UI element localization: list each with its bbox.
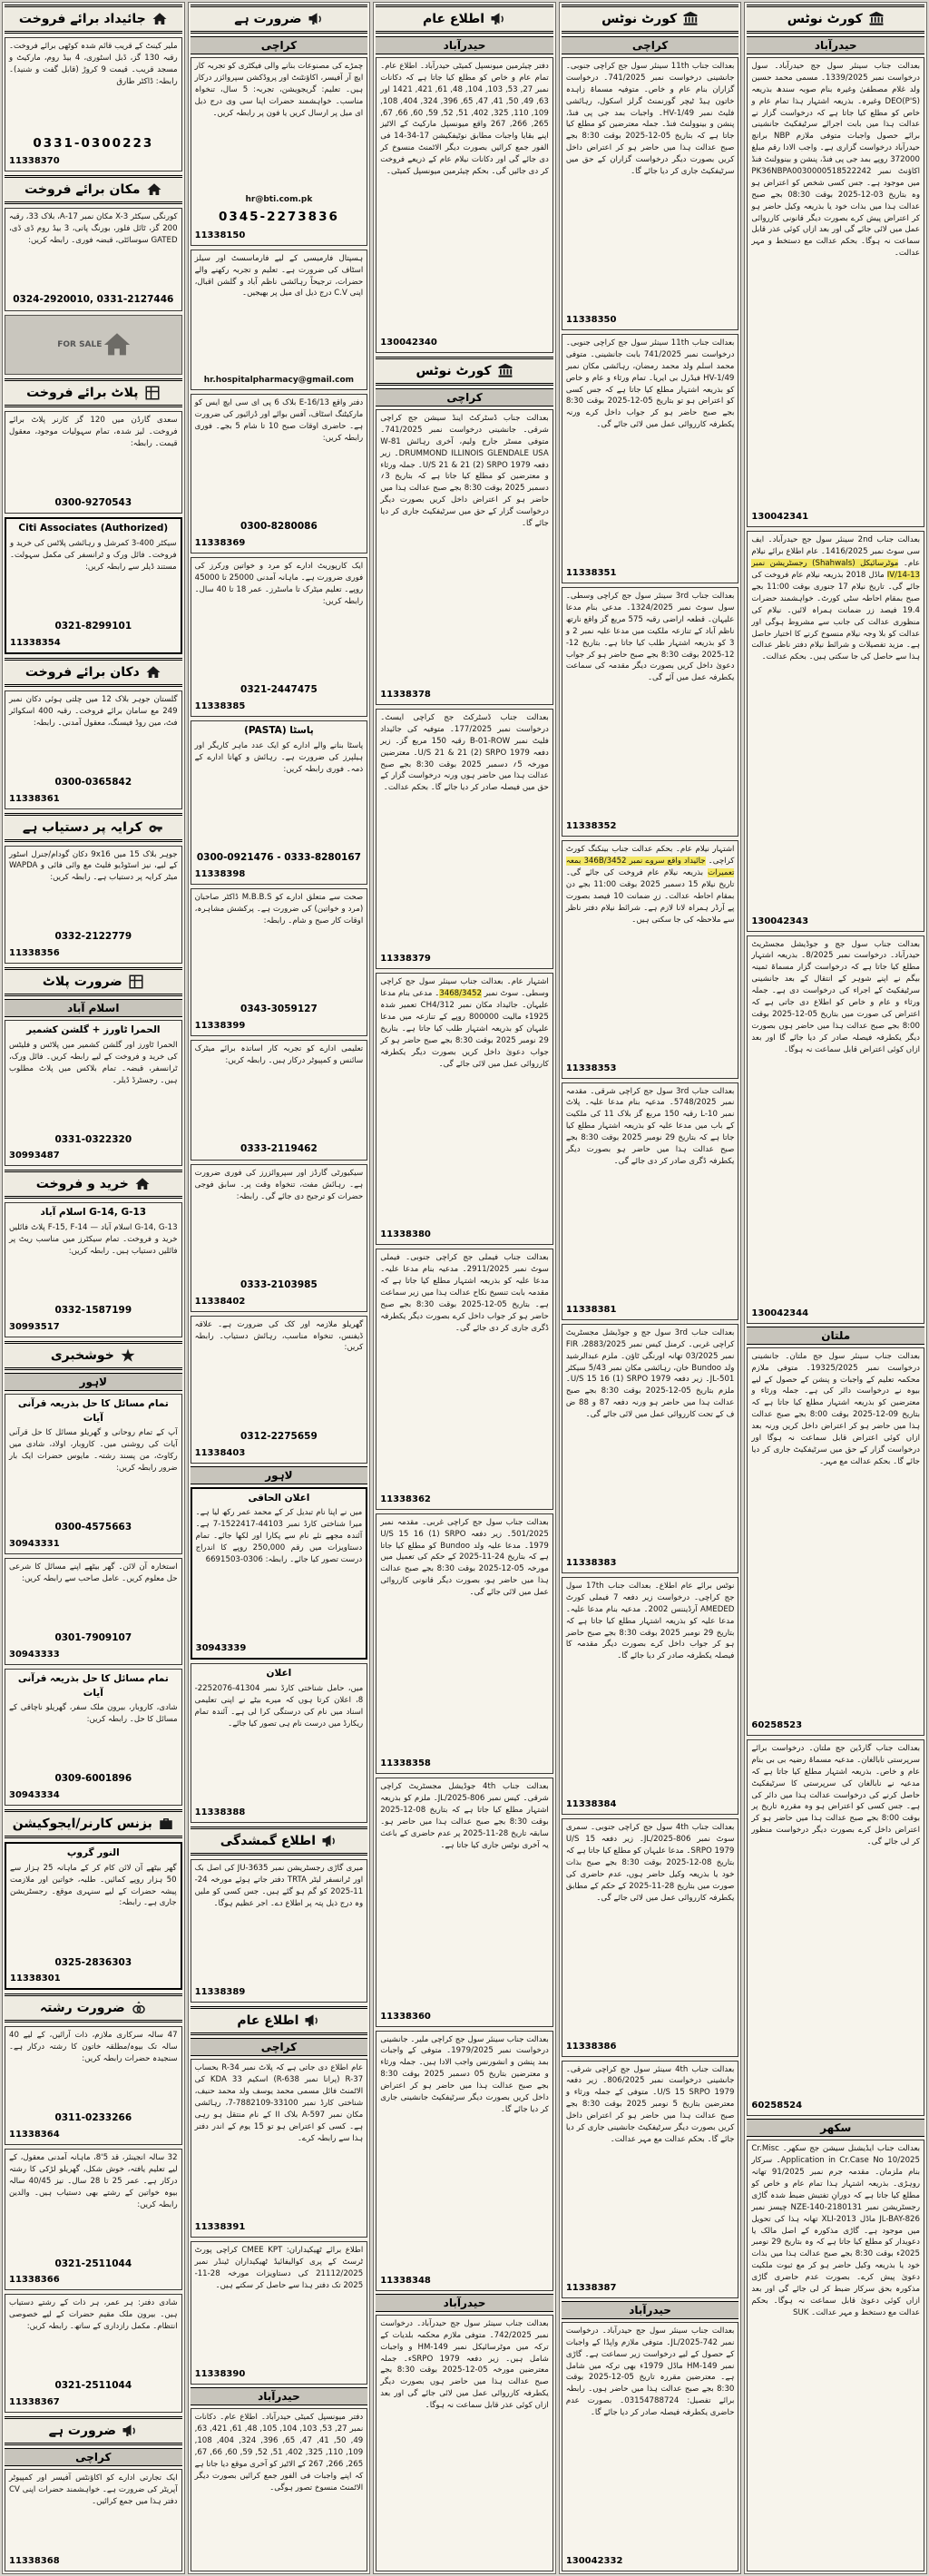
section-title: اطلاع گمشدگی	[220, 1834, 317, 1849]
plot-icon	[144, 385, 161, 401]
classified-ad	[562, 2061, 739, 2298]
classified-ad	[5, 1202, 182, 1337]
ad-body-text: بعدالت جناب سول جج کراچی غربی۔ مقدمہ نمبر 501/2025۔ زیر دفعہ U/S 15 16 (1) SRPO 1979۔ مدعا علیہ ولد Bundoo کو مطلع کیا جاتا ہے کہ بتاریخ 24-11-2025 کے حکم کی تعمیل میں مورخہ 05-12-2025 بوقت 8:30 بجے صبح عدالت ہذا میں حاضر ہو، بصورت دیگر قانونی کارروائی عمل میں لائی جائے گی۔	[380, 1517, 549, 1598]
classified-ad	[191, 1487, 368, 1660]
classified-ad	[191, 888, 368, 1036]
classified-ad	[747, 2140, 924, 2571]
ad-id-number: 11338402	[194, 1296, 246, 1307]
key-icon	[148, 819, 164, 836]
ad-title: الحمرا ٹاورز + گلشن کشمیر	[26, 1024, 161, 1036]
classified-ad	[191, 1164, 368, 1312]
ad-id-number: 11338366	[9, 2275, 60, 2286]
rings-icon	[131, 2000, 147, 2016]
phone-number: 0325-2836303	[54, 1956, 132, 1968]
ad-body-text: الحمرا ٹاورز اور گلشن کشمیر میں پلاٹس و فلیٹس کی خرید و فروخت کے لیے رابطہ کریں۔ فائل ورک، ٹرانسفر، قبضہ۔ تمام بلاکس میں پلاٹ مطلوب ہیں۔ رجسٹرڈ ڈیلر۔	[9, 1040, 178, 1085]
ad-body-text: بعدالت جناب 4th جوڈیشل مجسٹریٹ کراچی شرقی۔ کیس نمبر 806-JL/2025۔ ملزم کو بذریعہ اشتہار مطلع کیا جاتا ہے کہ بتاریخ 08-12-2025 بوقت 8:30 بجے صبح عدالت ہذا میں حاضر ہو۔ سابقہ تاریخ 28-11-2025 پر عدم حاضری کے باعث یہ آخری نوٹس جاری کیا جاتا ہے۔	[380, 1782, 549, 1850]
classified-ad	[376, 709, 553, 969]
classified-ad	[562, 1324, 739, 1573]
ad-body-text: ایک کارپوریٹ ادارے کو مرد و خواتین ورکرز کی فوری ضرورت ہے۔ ماہانہ آمدنی 25000 تا 45000 روپے۔ تعلیم میٹرک تا ماسٹرز۔ عمر 18 تا 40 سال۔ رابطہ کریں:	[194, 562, 364, 606]
ad-body-text: بعدالت جناب سینئر سول جج حیدرآباد۔ درخواست نمبر 742/2025۔ متوفی ملازم محکمہ بلدیات کے ترکہ میں موٹرسائیکل نمبر HM-149 و واجبات شامل ہیں۔ زیر دفعہ SRPO 1979ء۔ جملہ معترضین مورخہ 05-12-2025 بوقت 8:30 بجے صبح عدالت ہذا میں حاضر ہوں بصورت دیگر یکطرفہ کارروائی عمل میں لائی جائے گی اور بعد ازاں کوئی عذر قابل سماعت نہ ہوگا۔	[380, 2318, 549, 2411]
column-3	[373, 2, 556, 2574]
highlighted-text: جائیداد واقع سروے نمبر 346B/3452 بمعہ تعمیرات	[565, 857, 735, 878]
ad-body-text: بعدالت جناب 3rd سینئر سول جج کراچی وسطی۔ سول سوٹ نمبر 1324/2025۔ مدعی بنام مدعا علیہان۔ قطعہ اراضی رقبہ 575 مربع گز واقع نارتھ ناظم آباد کے تنازعہ ملکیت میں مدعا علیہ نمبر 2 و 3 کو بذریعہ اشتہار طلب کیا جاتا ہے۔ بتاریخ 12-12-2025 بوقت 8:30 بجے صبح حاضر ہو کر جواب دعویٰ داخل کریں بصورت دیگر مقدمہ کی سماعت یکطرفہ عمل میں آئے گی۔	[565, 592, 735, 683]
city-bar: کراچی	[191, 2038, 368, 2056]
ad-body-text: سعدی گارڈن میں 120 گز کارنر پلاٹ برائے فروخت۔ لیز شدہ، تمام سہولیات موجود، معقول قیمت۔ رابطہ:	[9, 415, 178, 448]
classified-ad	[376, 1513, 553, 1774]
section-title: ضرورت رشتہ	[39, 2001, 125, 2016]
phone-number: 0333-2119462	[240, 1142, 318, 1154]
ad-id-number: 11338390	[194, 2369, 246, 2380]
ad-id-number: 11338379	[380, 954, 431, 965]
ad-id-number: 30993487	[9, 1151, 60, 1161]
classified-ad	[5, 2469, 182, 2571]
classified-ad	[562, 587, 739, 837]
ad-body-text: پاسٹا بنانے والے ادارے کو ایک عدد ماہر کاریگر اور ہیلپرز کی ضرورت ہے۔ رہائش و کھانا ادارے کے ذمہ۔ فوری رابطہ کریں:	[194, 740, 364, 774]
ad-body-text: دفتر واقع E-16/13 بلاک 6 پی ای سی ایچ ایس کو مارکیٹنگ اسٹاف، آفس بوائے اور ڈرائیور کی ضرورت ہے۔ حاضری اوقات صبح 10 تا شام 5 بجے۔ فوری رابطہ کریں:	[194, 398, 364, 443]
section-header	[5, 5, 182, 34]
column-4	[188, 2, 371, 2574]
megaphone-icon	[122, 2423, 138, 2439]
ad-id-number: 11338368	[9, 2556, 60, 2567]
city-bar: کراچی	[376, 388, 553, 406]
section-title: جائیداد برائے فروخت	[18, 12, 146, 26]
ad-body-text: اشتہار عام۔ بعدالت جناب سینئر سول جج کراچی وسطی۔ سوٹ نمبر 3468/3452۔ مدعی بنام مدعا علیہان۔ جائیداد مکان نمبر CH4/312 تعمیر شدہ 1925ء مالیت 800000 روپے کے تنازعہ میں مدعا علیہان کو بذریعہ اشتہار طلب کیا جاتا ہے۔ بتاریخ 29 نومبر 2025 بوقت 8:30 بجے صبح حاضر ہو کر جواب دعویٰ داخل کریں بصورت دیگر یکطرفہ کارروائی عمل میں لائی جائے گی۔	[380, 977, 549, 1069]
ad-title: G-14, G-13 اسلام آباد	[40, 1207, 147, 1219]
section-header	[191, 5, 368, 34]
house-icon	[134, 1176, 151, 1192]
city-bar: لاہور	[5, 1373, 182, 1391]
ad-id-number: 11338301	[10, 1974, 61, 1984]
house-icon	[152, 11, 168, 27]
classified-ad	[191, 250, 368, 391]
phone-number: 0312-2275659	[240, 1430, 318, 1442]
section-header	[5, 813, 182, 842]
ad-body-text: بعدالت جناب ڈسٹرکٹ اینڈ سیشن جج کراچی شرقی۔ جانشینی درخواست نمبر 741/2025۔ متوفی مسٹر جارج ولیم، آخری رہائش 81-W DRUMMOND ILLINOIS GLENDALE USA۔ زیر دفعہ U/S 21 & 21 (2) SRPO 1979۔ جملہ ورثاء و معترضین کو مطلع کیا جاتا ہے کہ بتاریخ 3؍ دسمبر 2025 بوقت 8:30 بجے صبح عدالت ہذا میں حاضر ہو کر اعتراض داخل کریں بصورت دیگر درخواست گزار کے حق میں سرٹیفکیٹ جاری کر دیا جائے گا۔	[380, 413, 549, 528]
ad-photo-placeholder	[5, 315, 182, 375]
ad-id-number: 60258523	[751, 1720, 803, 1730]
ad-body-text: تعلیمی ادارے کو تجربہ کار اساتذہ برائے میٹرک سائنس و کمپیوٹر درکار ہیں۔ رابطہ کریں:	[194, 1043, 364, 1065]
house-icon	[146, 181, 162, 198]
classified-ad	[5, 37, 182, 171]
phone-number: 0324-2920010, 0331-2127446	[13, 293, 174, 305]
city-bar: اسلام آباد	[5, 999, 182, 1017]
ad-id-number: 11338360	[380, 2011, 431, 2022]
classified-ad	[191, 557, 368, 717]
ad-id-number: 30993517	[9, 1321, 60, 1332]
ad-id-number: 11338385	[194, 701, 246, 712]
section-title: کورٹ نوٹس	[601, 12, 678, 26]
phone-number: 0321-2511044	[54, 2380, 132, 2392]
city-bar: حیدرآباد	[562, 2301, 739, 2319]
ad-body-text: 47 سالہ سرکاری ملازم، ذات آرائیں، کے لیے 40 سالہ تک بیوہ/مطلقہ خاتون کا رشتہ درکار ہے۔ سنجیدہ حضرات رابطہ کریں:	[9, 2031, 178, 2064]
megaphone-icon	[304, 2013, 320, 2029]
ad-body-text: 32 سالہ انجینئر، قد 5'8، ماہانہ آمدنی معقول، کے لیے تعلیم یافتہ، خوش شکل، گھریلو لڑکی کا رشتہ درکار ہے۔ عمر 25 تا 28 سال۔ نیز 40/45 سالہ بیوہ خواتین کے رشتے بھی دستیاب ہیں۔ والدین رابطہ کریں:	[9, 2153, 178, 2209]
phone-number: 0343-3059127	[240, 1003, 318, 1014]
ad-body-text: گلستان جوہر بلاک 12 میں چلتی ہوئی دکان نمبر 249 مع سامان برائے فروخت۔ رقبہ 400 اسکوائر فٹ، مین روڈ فیسنگ، معقول آمدنی۔ رابطہ:	[9, 694, 178, 728]
classified-ad	[747, 531, 924, 931]
ad-body-text: بعدالت جناب سینئر سول جج حیدرآباد۔ درخواست نمبر 742-JL/2025۔ متوفی ملازم واپڈا کے واجبات کے حصول کے لیے درخواست زیر سماعت ہے۔ گاڑی نمبر HM-149 ماڈل 1979ء بھی ترکہ میں شامل ہے۔ معترضین مقررہ تاریخ 05-12-2025 بوقت 8:30 بجے صبح عدالت ہذا میں حاضر ہوں۔ رابطہ برائے تفصیل: 03154788724۔ بصورت عدم حاضری یکطرفہ فیصلہ صادر کر دیا جائے گا۔	[565, 2326, 735, 2418]
section-title: اطلاع عام	[237, 2013, 299, 2029]
city-bar: کراچی	[5, 2448, 182, 2466]
city-bar: حیدرآباد	[191, 2387, 368, 2405]
classified-ad	[5, 1394, 182, 1554]
ad-id-number: 11338386	[565, 2041, 617, 2052]
section-header	[5, 658, 182, 687]
ad-id-number: 11338389	[194, 1987, 246, 1998]
section-header	[5, 1809, 182, 1838]
section-header	[747, 5, 924, 34]
ad-body-text: بعدالت جناب 3rd سول جج کراچی شرقی۔ مقدمہ نمبر 5748/2025۔ مدعیہ بنام مدعا علیہ۔ پلاٹ نمبر 10-L رقبہ 150 مربع گز بلاک 11 کی ملکیت کے باب میں مدعا علیہ کو بذریعہ اشتہار مطلع کیا جاتا ہے کہ بتاریخ 29 نومبر 2025 بوقت 8:30 بجے صبح عدالت ہذا میں حاضر ہو بصورت دیگر یکطرفہ ڈگری صادر کر دی جائے گی۔	[565, 1086, 735, 1166]
ad-body-text: عام اطلاع دی جاتی ہے کہ پلاٹ نمبر R-34 بحساب R-37 (پرانا نمبر R-638) اسکیم 33 KDA کی الاٹمنٹ فائل مسمی محمد یوسف ولد محمد حنیف، شناختی کارڈ نمبر 33100-7882109-7، رہائشی مکان نمبر A-597 بلاک II کے نام منتقل ہو رہی ہے۔ کسی کو اعتراض ہو تو 15 یوم کے اندر دفتر ہذا سے رابطہ کرے۔	[194, 2063, 364, 2143]
ad-body-text: بعدالت جناب فیملی جج کراچی جنوبی۔ فیملی سوٹ نمبر 2911/2025۔ مدعیہ بنام مدعا علیہ۔ مدعا علیہ کو بذریعہ اشتہار مطلع کیا جاتا ہے کہ مقدمہ بابت تنسیخ نکاح عدالت ہذا میں زیر سماعت ہے۔ بتاریخ 05-12-2025 بوقت 8:30 بجے صبح حاضر ہو کر جواب داخل کرے بصورت دیگر یکطرفہ ڈگری جاری کر دی جائے گی۔	[380, 1253, 549, 1333]
ad-id-number: 60258524	[751, 2101, 803, 2111]
email-address: hr.hospitalpharmacy@gmail.com	[203, 375, 355, 385]
city-bar: حیدرآباد	[747, 36, 924, 54]
ad-id-number: 11338348	[380, 2275, 431, 2286]
phone-number: 0321-8299101	[54, 621, 132, 632]
ad-title: پاسٹا (PASTA)	[244, 725, 314, 737]
ad-id-number: 11338399	[194, 1020, 246, 1031]
ad-body-text: بعدالت جناب 3rd سول جج و جوڈیشل مجسٹریٹ کراچی غربی۔ کرمنل کیس نمبر 2883/2025، FIR نمبر 03/2025 تھانہ اورنگی ٹاؤن۔ ملزم عبدالرشید ولد Bundoo خان، رہائشی مکان نمبر 5/43 سیکٹر 501-JL۔ زیر دفعہ U/S 15 16 (1) SRPO 1979۔ ملزم بتاریخ 05-12-2025 بوقت 8:30 بجے صبح عدالت ہذا میں حاضر ہو ورنہ دفعہ 87 و 88 ض ف کے تحت کارروائی عمل میں لائی جائے گی۔	[565, 1327, 735, 1420]
section-title: کرایہ پر دستیاب ہے	[22, 819, 142, 835]
ad-id-number: 30943334	[9, 1790, 60, 1801]
ad-body-text: میں نے اپنا نام تبدیل کر کے محمد عمر رکھ لیا ہے۔ میرا شناختی کارڈ نمبر 44103-1522417-7 ہے۔ آئندہ مجھے نئے نام سے پکارا اور لکھا جائے۔ تمام دستاویزات میں رقم 250,000 روپے کا اندراج درست تصور کیا جائے۔ رابطہ: 0306-6691503	[195, 1508, 363, 1564]
ad-id-number: 11338381	[565, 1304, 617, 1315]
phone-number: 0300-8280086	[240, 521, 318, 533]
phone-number-large: 0345-2273836	[218, 210, 339, 225]
ad-id-number: 11338358	[380, 1758, 431, 1769]
classified-ad	[562, 1818, 739, 2056]
ad-id-number: 30943339	[195, 1643, 247, 1654]
classified-ad	[191, 394, 368, 553]
classified-ad	[376, 1778, 553, 2026]
section-header	[5, 378, 182, 407]
classified-ad	[191, 57, 368, 246]
section-header	[5, 175, 182, 204]
ad-id-number: 11338364	[9, 2130, 60, 2140]
ad-body-text: بعدالت جناب سینئر سول جج حیدرآباد۔ سول درخواست نمبر 1339/2025۔ مسمی محمد حسین ولد غلام مصطفیٰ وغیرہ بنام صوبہ سندھ بذریعہ DEO(P'S) وغیرہ۔ بذریعہ اشتہار ہذا تمام عام و خاص کو مطلع کیا جاتا ہے کہ درخواست گزار نے عدالت ہذا میں بابت اجرائے سرٹیفکیٹ جانشینی برائے حصول واجبات متوفی ملازم NBP برانچ حیدرآباد درخواست گزاری ہے۔ واجب الادا رقم مبلغ 372000 روپے بمد جی پی فنڈ، پنشن و بینوولنٹ فنڈ اکاؤنٹ نمبر PK36NBPA0030000518522242 میں موجود ہے۔ جس کسی شخص کو اعتراض ہو وہ بتاریخ 03-12-2025 بوقت 08:30 بجے صبح عدالت ہذا میں بذات خود یا بذریعہ وکیل حاضر ہو کر اعتراض پیش کرے بصورت دیگر قانونی کارروائی عمل میں لائی جائے گی اور بعد ازاں کوئی عذر قابل سماعت نہ ہوگا۔ بحکم عدالت مع دستخط و مہر عدالت۔	[751, 62, 921, 259]
section-title: پلاٹ برائے فروخت	[26, 385, 139, 400]
ad-body-text: شادی، کاروبار، بیرون ملک سفر، گھریلو ناچاقی کے مسائل کا حل۔ رابطہ کریں:	[9, 1703, 178, 1725]
phone-number: 0309-6001896	[54, 1773, 132, 1785]
ad-body-text: میں، حامل شناختی کارڈ نمبر 41304-2252076-8، اعلان کرتا ہوں کہ میرے بیٹے نے اپنی تعلیمی اسناد میں نام کی درستگی کرا لی ہے۔ آئندہ تمام ریکارڈ میں درست نام ہی تصور کیا جائے۔	[194, 1684, 364, 1729]
section-header	[5, 1993, 182, 2023]
classified-ad	[191, 1316, 368, 1464]
phone-number: 0311-0233266	[54, 2112, 132, 2124]
ad-body-text: نوٹس برائے عام اطلاع۔ بعدالت جناب 17th سول جج کراچی۔ درخواست زیر دفعہ 7 فیملی کورٹ AMEDED آرڈیننس 2002۔ مدعیہ بنام مدعا علیہ۔ مدعا علیہ کو بذریعہ اشتہار مطلع کیا جاتا ہے کہ بتاریخ 29 نومبر 2025 بوقت 8:30 بجے صبح حاضر ہو کر جواب داخل کرے بصورت دیگر مقدمہ کا فیصلہ یکطرفہ صادر کر دیا جائے گا۔	[565, 1582, 735, 1661]
section-header	[5, 1170, 182, 1199]
phone-number-large: 0331-0300223	[33, 135, 154, 151]
section-title: خرید و فروخت	[35, 1177, 129, 1192]
section-title: دکان برائے فروخت	[24, 664, 140, 680]
section-header	[376, 5, 553, 34]
star-icon	[120, 1347, 136, 1364]
classified-ad	[376, 409, 553, 705]
ad-body-text: ایک تجارتی ادارے کو اکاؤنٹس آفیسر اور کمپیوٹر آپریٹر کی ضرورت ہے۔ خواہشمند حضرات اپنی CV دفتر ہذا میں جمع کرائیں۔	[9, 2473, 178, 2506]
classified-ad	[562, 334, 739, 583]
ad-id-number: 11338150	[194, 230, 246, 240]
ad-id-number: 11338384	[565, 1799, 617, 1810]
classified-ad	[5, 2026, 182, 2145]
classified-ad	[5, 517, 182, 653]
classified-ad	[5, 1020, 182, 1166]
classified-ad	[191, 2059, 368, 2238]
city-bar: سکھر	[747, 2119, 924, 2137]
ad-id-number: 11338361	[9, 793, 60, 804]
ad-body-text: چمڑے کی مصنوعات بنانے والی فیکٹری کو تجربہ کار ایچ آر آفیسر، اکاؤنٹنٹ اور پروڈکشن سپروائزر درکار ہیں۔ تعلیم: گریجویشن، تجربہ: 5 سال، تنخواہ مناسب۔ خواہشمند حضرات اپنا سی وی درج ذیل ای میل پر ارسال کریں یا فون پر رابطہ کریں۔	[194, 62, 364, 118]
section-header	[5, 967, 182, 996]
section-title: اطلاع عام	[422, 12, 485, 26]
city-bar: کراچی	[562, 36, 739, 54]
classified-ad	[5, 1842, 182, 1990]
ad-body-text: بعدالت جناب 4th سینئر سول جج کراچی شرقی۔ جانشینی درخواست نمبر 806/2025۔ زیر دفعہ U/S 15 SRPO 1979۔ متوفی کے جملہ ورثاء و معترضین بتاریخ 5 نومبر 2025 بوقت 8:30 بجے صبح عدالت ہذا میں حاضر ہو کر اعتراض داخل کریں بصورت دیگر سرٹیفکیٹ جانشینی جاری کر دیا جائے گا۔ بحکم عدالت مع مہر عدالت۔	[565, 2064, 735, 2144]
ad-id-number: 11338351	[565, 568, 617, 579]
classified-ad	[5, 691, 182, 809]
ad-body-text: بعدالت جناب 11th سینئر سول جج کراچی جنوبی۔ جانشینی درخواست نمبر 741/2025۔ درخواست گزاران بنام عام و خاص۔ متوفیہ مسماۃ زاہدہ خاتون ہیڈ ٹیچر گورنمنٹ گرلز اسکول، رہائشی فلیٹ نمبر HV-1/49۔ واجبات بمد جی پی فنڈ، پنشن و بینوولنٹ فنڈ۔ جملہ معترضین کو مطلع کیا جاتا ہے کہ بتاریخ 05-12-2025 بوقت 8:30 بجے صبح عدالت ہذا میں حاضر ہو کر اعتراض داخل کریں بصورت دیگر درخواست گزاران کے حق میں سرٹیفکیٹ جاری کر دیا جائے گا۔	[565, 62, 735, 177]
ad-body-text: گھریلو ملازمہ اور کک کی ضرورت ہے۔ علاقہ ڈیفنس، تنخواہ مناسب، رہائش دستیاب۔ رابطہ کریں:	[194, 1319, 364, 1353]
ad-id-number: 130042340	[380, 337, 437, 348]
phone-number: 0333-2103985	[240, 1278, 318, 1290]
ad-id-number: 130042343	[751, 916, 809, 926]
city-bar: حیدرآباد	[376, 2294, 553, 2312]
section-header	[562, 5, 739, 34]
phone-number: 0300-4575663	[54, 1522, 132, 1533]
ad-body-text: بعدالت جناب سول جج و جوڈیشل مجسٹریٹ حیدرآباد۔ درخواست نمبر 8/2025۔ بذریعہ اشتہار مطلع کیا جاتا ہے کہ درخواست گزار مسماۃ ثمینہ بیگم نے اپنے شوہر کے انتقال کے بعد جانشینی سرٹیفکیٹ کے اجراء کی درخواست دی ہے۔ جملہ ورثاء و عام و خاص کو اطلاع دی جاتی ہے کہ اعتراض کی صورت میں بتاریخ 05-12-2025 بوقت 8:00 بجے صبح عدالت ہذا میں حاضر ہوں بصورت دیگر یکطرفہ فیصلہ صادر کر دیا جائے گا اور بعد ازاں کوئی اعتراض قابل سماعت نہ ہوگا۔	[751, 939, 920, 1054]
classified-ad	[747, 1347, 924, 1736]
column-1	[744, 2, 927, 2574]
ad-id-number: 130042341	[751, 512, 809, 523]
ad-id-number: 11338370	[9, 156, 60, 167]
ad-id-number: 11338380	[380, 1229, 431, 1240]
city-bar: حیدرآباد	[376, 36, 553, 54]
city-bar: کراچی	[191, 36, 368, 54]
megaphone-icon	[490, 11, 506, 27]
megaphone-icon	[321, 1833, 337, 1849]
email-address: hr@bti.com.pk	[245, 194, 313, 204]
ad-body-text: سیکٹر 400-3 کمرشل و رہائشی پلاٹس کی خرید و فروخت۔ فائل ورک و ٹرانسفر کی مکمل سہولت۔ مستند ڈیلر سے رابطہ کریں:	[10, 539, 177, 572]
classified-ad	[562, 840, 739, 1078]
ad-body-text: استخارہ آن لائن۔ گھر بیٹھے اپنے مسائل کا شرعی حل معلوم کریں۔ عامل صاحب سے رابطہ کریں:	[9, 1562, 178, 1583]
classified-ad	[376, 2315, 553, 2571]
ad-body-text: آپ کے تمام روحانی و گھریلو مسائل کا حل قرآنی آیات کی روشنی میں۔ کاروبار، اولاد، شادی میں رکاوٹ، من پسند رشتہ۔ مایوس حضرات ایک بار ضرور رابطہ کریں:	[9, 1428, 178, 1474]
ad-body-text: بعدالت جناب 4th سول جج کراچی جنوبی۔ سمری سوٹ نمبر 806-JL/2025۔ زیر دفعہ U/S 15 SRPO 1979۔ مدعا علیہان کو مطلع کیا جاتا ہے کہ بتاریخ 08-12-2025 بوقت 8:30 بجے صبح بذات خود یا بذریعہ وکیل حاضر ہوں، عدم حاضری کی صورت میں بتاریخ 28-11-2025 کے حکم کے مطابق یکطرفہ کارروائی عمل میں لائی جائے گی۔	[565, 1823, 735, 1903]
ad-id-number: 11338350	[565, 314, 617, 325]
ad-body-text: گھر بیٹھے آن لائن کام کر کے ماہانہ 25 ہزار سے 50 ہزار روپے کمائیں۔ طلبہ، خواتین اور ملازمت پیشہ حضرات کے لیے سنہری موقع۔ رجسٹریشن جاری ہے۔ رابطہ:	[10, 1863, 177, 1908]
classified-ad	[376, 57, 553, 353]
ad-body-text: جوہر بلاک 15 میں 9x16 دکان گودام/جنرل اسٹور کے لیے، نیز اسٹوڈیو فلیٹ مع وائی فائی و WAPDA میٹر کرایہ پر دستیاب ہے۔ رابطہ کریں:	[9, 849, 178, 883]
section-header	[5, 2416, 182, 2445]
ad-body-text: بعدالت جناب 2nd سینئر سول جج حیدرآباد۔ ایف سی سوٹ نمبر 1416/2025۔ عام اطلاع برائے نیلام عام۔ موٹرسائیکل (Shahwals) رجسٹریشن نمبر 13-IV/14 ماڈل 2018 بذریعہ نیلام عام فروخت کی جائے گی۔ تاریخ نیلام 17 جنوری بوقت 11:00 بجے صبح بمقام احاطہ سٹی کورٹ۔ خواہشمند حضرات 19.4 فیصد زر ضمانت ہمراہ لائیں۔ نیلام کی منظوری عدالت کی جانب سے مشروط ہوگی اور عدالت کو بلا وجہ نیلام منسوخ کرنے کا اختیار حاصل ہے۔ مزید تفصیلات و شرائط نیلام دفتر ناظر عدالت ہذا سے حاصل کی جا سکتی ہیں۔ بحکم عدالت۔	[751, 535, 921, 662]
section-title: خوشخبری	[50, 1347, 114, 1363]
ad-body-text: بعدالت جناب سینئر سول جج ملتان۔ جانشینی درخواست نمبر 19325/2025۔ متوفی ملازم محکمہ تعلیم کے واجبات و پنشن کے حصول کے لیے بیوہ نے درخواست دائر کی ہے۔ جملہ ورثاء و معترضین کو بذریعہ اشتہار مطلع کیا جاتا ہے کہ بتاریخ 09-12-2025 بوقت 8:00 بجے صبح عدالت ہذا میں حاضر ہو کر اعتراض داخل کریں ورنہ بعد ازاں کوئی اعتراض قابل سماعت نہ ہوگا اور درخواست گزار کے حق میں سرٹیفکیٹ جاری کر دیا جائے گا۔ بحکم عدالت مع مہر۔	[751, 1351, 920, 1466]
ad-title: Citi Associates (Authorized)	[18, 523, 169, 534]
city-bar: لاہور	[191, 1466, 368, 1484]
ad-id-number: 11338378	[380, 689, 431, 700]
briefcase-icon	[158, 1816, 174, 1832]
section-title: ضرورت ہے	[234, 12, 302, 26]
ad-id-number: 11338367	[9, 2397, 60, 2408]
ad-body-text: میری گاڑی رجسٹریشن نمبر JU-3635 کی اصل بک اور ٹرانسفر لیٹر TRTA دفتر جاتے ہوئے مورخہ 24-11-2025 کو گم ہو گئے ہیں۔ جس کسی کو ملیں وہ درج ذیل پتہ پر اطلاع دے۔ اجر عظیم ہوگا۔	[194, 1864, 364, 1908]
ad-title: اعلان الحاقی	[248, 1492, 310, 1503]
classified-ad	[5, 1669, 182, 1806]
phone-number: 0301-7909107	[54, 1632, 132, 1643]
phone-number: 0300-0921476 - 0333-8280167	[196, 851, 361, 863]
ad-body-text: بعدالت جناب سینئر سول جج کراچی ملیر۔ جانشینی درخواست نمبر 1979/2025۔ متوفی کے واجبات بمد پنشن و انشورنس واجب الادا ہیں۔ جملہ ورثاء و معترضین بتاریخ 05 دسمبر 2025 بوقت 8:30 بجے صبح عدالت ہذا میں حاضر ہو کر اعتراض داخل کریں بصورت دیگر سرٹیفکیٹ جانشینی جاری کر دیا جائے گا۔	[380, 2034, 549, 2114]
ad-id-number: 130042332	[565, 2556, 623, 2567]
section-title: کورٹ نوٹس	[416, 363, 492, 378]
ad-body-text: دفتر چیئرمین میونسپل کمیٹی حیدرآباد۔ اطلاع عام۔ تمام عام و خاص کو مطلع کیا جاتا ہے کہ دکانات نمبر 27, 53, 103, 104, 48, 61, 421, 1421 اور 63, 49, 50, 41, 47, 65, 396, 324, 404, 108, 109, 110, 325, 402, 51, 52, 59, 60, 66, 67, 265, 266, 267 واقع میونسپل مارکیٹ کے الاٹیز اپنے بقایا واجبات مطابق نوٹیفکیشن 17-34-14 فی الفور جمع کرائیں بصورت دیگر الاٹمنٹ منسوخ کر دی جائے گی اور دکانات نیلام عام کے ذریعے فروخت کر دی جائیں گی۔ بحکم چیئرمین میونسپل کمیٹی۔	[380, 62, 549, 177]
highlighted-text: موٹرسائیکل (Shahwals) رجسٹریشن نمبر 13-IV/14	[751, 559, 920, 581]
classified-ad	[376, 2031, 553, 2291]
classified-ad	[191, 2241, 368, 2385]
classified-ad	[191, 2408, 368, 2571]
ad-body-text: ملیر کینٹ کے قریب قائم شدہ کوٹھی برائے فروخت۔ رقبہ 130 گز، ڈبل اسٹوری، 4 بیڈ روم، مارکیٹ و مسجد قریب۔ قیمت 9 کروڑ (قابل گفت و شنید)۔ رابطہ: ڈاکٹر طارق	[9, 42, 178, 86]
column-2	[559, 2, 742, 2574]
ad-id-number: 11338353	[565, 1063, 617, 1073]
photo-caption: FOR SALE	[57, 339, 103, 349]
section-header	[191, 1827, 368, 1856]
highlighted-text: 3468/3452	[439, 989, 482, 999]
section-header	[5, 1341, 182, 1370]
ad-id-number: 11338391	[194, 2222, 246, 2233]
classified-ad	[191, 720, 368, 885]
ad-body-text: شادی دفتر: ہر عمر، ہر ذات کے رشتے دستیاب ہیں۔ بیرون ملک مقیم حضرات کے لیے خصوصی انتظام۔ مکمل رازداری کے ساتھ۔ رابطہ کریں:	[9, 2298, 178, 2332]
section-title: ضرورت ہے	[48, 2424, 116, 2439]
classified-ad	[376, 1249, 553, 1509]
ad-title: تمام مسائل کا حل بذریعہ قرآنی آیات	[17, 1397, 169, 1424]
classified-ad	[5, 208, 182, 311]
ad-id-number: 11338354	[10, 637, 61, 648]
classified-ad	[747, 935, 924, 1324]
court-icon	[682, 11, 699, 27]
ad-id-number: 11338388	[194, 1807, 246, 1818]
phone-number: 0332-1587199	[54, 1305, 132, 1317]
phone-number: 0300-0365842	[54, 776, 132, 788]
classified-ad	[191, 1663, 368, 1823]
classified-ad	[5, 411, 182, 514]
ad-body-text: بعدالت جناب ایڈیشنل سیشن جج سکھر۔ Cr.Misc Application in Cr.Case No 10/2025۔ سرکار بنام ملزمان۔ مقدمہ جرم نمبر 91/2025 تھانہ روہڑی۔ بذریعہ اشتہار ہذا تمام عام و خاص کو مطلع کیا جاتا ہے کہ دورانِ تفتیش ضبط شدہ گاڑی رجسٹریشن نمبر NZE-140-2180131 چیسز نمبر JL-BAY-826 ماڈل XLI-2013 تھانہ ہذا کی تحویل میں موجود ہے۔ گاڑی مذکورہ کے اصل مالک یا دعویدار کو مطلع کیا جاتا ہے کہ وہ بتاریخ 29 نومبر 2025ء بوقت 8:30 بجے صبح عدالت ہذا میں بذات خود یا بذریعہ وکیل حاضر ہو کر مع ثبوت ملکیت دعویٰ پیش کرے۔ بصورت عدم حاضری گاڑی مذکورہ بحق سرکار ضبط کر لی جائے گی اور بعد ازاں کوئی دعویٰ قابل سماعت نہ ہوگا۔ بحکم عدالت مع دستخط و مہر عدالت۔ SUK	[751, 2144, 920, 2317]
ad-body-text: بعدالت جناب ڈسٹرکٹ جج کراچی ایسٹ۔ درخواست نمبر 177/2025۔ متوفیہ کی جائیداد فلیٹ نمبر B-01-ROW رقبہ 150 مربع گز۔ زیر دفعہ U/S 21 & 21 (2) SRPO 1979۔ معترضین مورخہ 5؍ دسمبر 2025 بوقت 8:30 بجے صبح عدالت ہذا میں حاضر ہوں ورنہ درخواست گزار کے حق میں فیصلہ صادر کر دیا جائے گا۔ بحکم عدالت۔	[380, 712, 549, 793]
ad-title: اعلان	[266, 1668, 292, 1680]
ad-id-number: 11338387	[565, 2282, 617, 2293]
classified-ad	[5, 846, 182, 965]
classified-ad	[562, 57, 739, 330]
ad-body-text: کورنگی سیکٹر X-3 مکان نمبر 17-A، بلاک 33، رقبہ 200 گز، ٹائل فلور، بورنگ پانی، 3 بیڈ روم ڈی ڈی، GATED سوسائٹی، قبضہ فوری۔ رابطہ کریں:	[9, 212, 178, 245]
house-icon	[145, 664, 161, 681]
ad-body-text: بعدالت جناب 11th سینئر سول جج کراچی جنوبی۔ درخواست نمبر 741/2025 بابت جانشینی۔ متوفی محمد اسلم ولد محمد رمضان، رہائشی مکان نمبر HV-1/49 فیڈرل بی ایریا۔ تمام ورثاء و عام و خاص کو بذریعہ اشتہار مطلع کیا جاتا ہے کہ جس کسی کو اعتراض ہو تو بتاریخ 05-12-2025 بوقت 8:30 بجے صبح حاضر ہو کر جواب داخل کرے ورنہ یکطرفہ کارروائی عمل میں لائی جائے گی۔	[565, 338, 735, 430]
section-header	[191, 2006, 368, 2035]
ad-id-number: 11338356	[9, 948, 60, 959]
section-title: مکان برائے فروخت	[24, 182, 141, 198]
ad-id-number: 11338383	[565, 1558, 617, 1569]
section-title: بزنس کارنر/ایجوکیشن	[12, 1817, 152, 1832]
column-5	[2, 2, 185, 2574]
classified-ad	[747, 57, 924, 527]
city-bar: ملتان	[747, 1327, 924, 1345]
ad-title: النور گروپ	[66, 1847, 120, 1859]
court-icon	[868, 11, 885, 27]
ad-title: تمام مسائل کا حل بذریعہ قرآنی آیات	[17, 1672, 169, 1699]
classified-ad	[562, 1082, 739, 1320]
classified-ad	[5, 1558, 182, 1665]
ad-body-text: ہسپتال فارمیسی کے لیے فارماسسٹ اور سیلز اسٹاف کی ضرورت ہے۔ تعلیم و تجربہ رکھنے والے حضرات، ترجیحاً رہائشی ناظم آباد و گلشن اقبال، اپنی C.V درج ذیل ای میل پر بھیجیں۔	[194, 253, 364, 299]
ad-id-number: 130042344	[751, 1308, 809, 1318]
ad-body-text: G-14, G-13 اسلام آباد — F-15, F-14 پلاٹ فائلیں خرید و فروخت۔ تمام سیکٹرز میں مناسب ریٹ پر فائلیں دستیاب ہیں۔ رابطہ کریں:	[9, 1223, 178, 1257]
court-icon	[497, 363, 513, 379]
phone-number: 0332-2122779	[54, 931, 132, 943]
classified-ad	[376, 973, 553, 1245]
ad-id-number: 11338352	[565, 821, 617, 832]
section-title: کورٹ نوٹس	[787, 12, 863, 26]
classified-ad	[5, 2149, 182, 2290]
megaphone-icon	[308, 11, 324, 27]
ad-body-text: اشتہار نیلام عام۔ بحکم عدالت جناب بینکنگ کورٹ کراچی۔ جائیداد واقع سروے نمبر 346B/3452 بمعہ تعمیرات بذریعہ نیلام عام فروخت کی جائے گی۔ تاریخ نیلام 15 دسمبر 2025 بوقت 11:00 بجے دن بمقام احاطہ عدالت۔ زرِ ضمانت 10 فیصد بصورت پے آرڈر ہمراہ لانا لازم ہے۔ شرائط نیلام دفتر ناظر سے ملاحظہ کی جا سکتی ہیں۔	[565, 845, 735, 925]
classified-ad	[191, 1859, 368, 2003]
plot-icon	[128, 974, 144, 990]
ad-body-text: دفتر میونسپل کمیٹی حیدرآباد۔ اطلاع عام۔ دکانات نمبر 27, 53, 103, 104, 105, 48, 61, 421, 63, 49, 50, 41, 47, 65, 396, 324, 404, 108, 109, 110, 325, 402, 51, 52, 59, 60, 66, 67, 265, 266, 267 کے الاٹیز کو آخری موقع دیا جاتا ہے کہ اپنے واجبات فی الفور جمع کرائیں بصورت دیگر الاٹمنٹ منسوخ تصور ہوگی۔	[194, 2413, 364, 2493]
ad-id-number: 11338398	[194, 868, 246, 879]
ad-id-number: 30943333	[9, 1649, 60, 1660]
classified-ad	[5, 2294, 182, 2413]
phone-number: 0331-0322320	[54, 1133, 132, 1145]
ad-body-text: سیکیورٹی گارڈز اور سپروائزرز کی فوری ضرورت ہے۔ رہائش مفت، تنخواہ وقت پر۔ سابق فوجی حضرات کو ترجیح دی جائے گی۔ رابطہ:	[194, 1168, 364, 1201]
ad-body-text: صحت سے متعلق ادارے کو M.B.B.S ڈاکٹر صاحبان (مرد و خواتین) کی ضرورت ہے۔ پرکشش مشاہرہ، اوقات کار صبح و شام۔ رابطہ:	[194, 892, 364, 926]
section-header	[376, 357, 553, 386]
phone-number: 0321-2447475	[240, 684, 318, 696]
ad-id-number: 11338403	[194, 1447, 246, 1458]
phone-number: 0300-9270543	[54, 496, 132, 508]
classified-ad	[747, 1739, 924, 2116]
ad-id-number: 30943331	[9, 1538, 60, 1549]
phone-number: 0321-2511044	[54, 2258, 132, 2269]
section-title: ضرورت پلاٹ	[42, 975, 122, 990]
classified-ad	[191, 1040, 368, 1161]
ad-body-text: بعدالت جناب گارڈین جج ملتان۔ درخواست برائے سرپرستی نابالغان۔ مدعیہ مسماۃ رضیہ بی بی بنام عام و خاص۔ بذریعہ اشتہار مطلع کیا جاتا ہے کہ مدعیہ نے نابالغان کی سرپرستی کا سرٹیفکیٹ حاصل کرنے کی درخواست عدالت ہذا میں دائر کی ہے۔ جس کسی کو اعتراض ہو وہ مقررہ تاریخ پر بوقت 8:00 بجے صبح عدالت ہذا میں حاضر ہو کر اعتراض داخل کرے بصورت دیگر درخواست منظور کر لی جائے گی۔	[751, 1744, 920, 1847]
ad-id-number: 11338362	[380, 1494, 431, 1504]
house-icon	[102, 329, 132, 360]
ad-id-number: 11338369	[194, 538, 246, 549]
ad-body-text: اطلاع برائے ٹھیکیداران: CMEE KPT کراچی پورٹ ٹرسٹ کے پری کوالیفائیڈ ٹھیکیداران ٹینڈر نمبر 21112/2025 کی دستاویزات مورخہ 28-11-2025 تک دفتر ہذا سے حاصل کر سکتے ہیں۔	[194, 2246, 364, 2290]
classified-ad	[562, 1577, 739, 1815]
classified-ad	[562, 2322, 739, 2571]
